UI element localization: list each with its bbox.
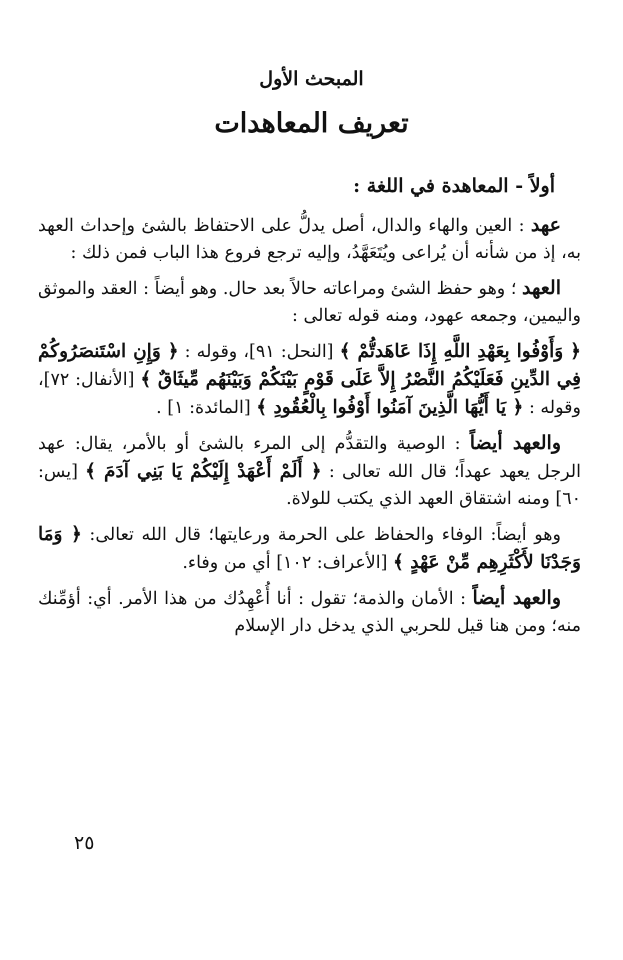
paragraph-al-ahd <box>38 275 581 330</box>
quran-verse: ﴿ وَأَوْفُوا بِعَهْدِ اللَّهِ إِذَا عَاهَدتُّمْ ﴾ <box>339 341 582 362</box>
paragraph-verses <box>38 338 581 422</box>
paragraph-wafa <box>38 521 581 577</box>
term-al-ahd-aydan: والعهد أيضاً <box>469 432 561 454</box>
paragraph-aman <box>38 585 581 640</box>
paragraph-text: ومنه اشتقاق العهد الذي يكتب للولاة. <box>286 489 556 509</box>
term-al-ahd-aydan: والعهد أيضاً <box>472 587 561 609</box>
term-ahd: عهد <box>530 214 561 236</box>
quran-verse: ﴿ يَا أَيُّهَا الَّذِينَ آمَنُوا أَوْفُوا بِالْعُقُودِ ﴾ <box>256 397 524 418</box>
paragraph-text: وهو أيضاً: الوفاء والحفاظ على الحرمة ورعايتها؛ قال الله تعالى: <box>81 525 561 545</box>
paragraph-text: ، وقوله : <box>38 370 581 418</box>
page-number: ٢٥ <box>74 832 95 854</box>
section-heading: أولاً - المعاهدة في اللغة : <box>353 175 555 197</box>
paragraph-ahd <box>38 212 581 267</box>
paragraph-text: أي من وفاء. <box>182 553 277 573</box>
body-text <box>38 212 581 640</box>
term-al-ahd: العهد <box>522 277 561 299</box>
verse-reference: [يس: ٦٠] <box>38 462 581 509</box>
verse-reference: [الأنفال: ٧٢] <box>43 370 141 390</box>
quran-verse: ﴿ أَلَمْ أَعْهَدْ إِلَيْكُمْ يَا بَنِي آدَمَ ﴾ <box>85 461 322 482</box>
page-title: تعريف المعاهدات <box>214 108 409 139</box>
quran-verse: ﴿ وَمَا وَجَدْنَا لأَكْثَرِهِم مِّنْ عَهْدٍ ﴾ <box>38 524 581 573</box>
verse-reference: [الأعراف: ١٠٢] <box>276 553 394 573</box>
paragraph-text: ؛ وهو حفظ الشئ ومراعاته حالاً بعد حال. وهو أيضاً : العقد والموثق واليمين، وجمعه عهود، ومنه قوله تعالى : <box>38 279 581 326</box>
verse-reference: [المائدة: ١] . <box>156 398 257 418</box>
paragraph-text: ، وقوله : <box>178 342 250 362</box>
paragraph-text: : العين والهاء والدال، أصل يدلُّ على الاحتفاظ بالشئ وإحداث العهد به، إذ من شأنه أن يُراعى ويُتَعَهَّدُ، وإليه ترجع فروع هذا الباب فمن ذلك : <box>38 216 581 263</box>
paragraph-wasiyya <box>38 430 581 513</box>
chapter-heading: المبحث الأول <box>259 68 364 90</box>
quran-verse: ﴿ وَإِنِ اسْتَنصَرُوكُمْ فِي الدِّينِ فَعَلَيْكُمُ النَّصْرُ إِلاَّ عَلَى قَوْمٍ بَيْنَكُمْ وَبَيْنَهُم مِّيثَاقٌ ﴾ <box>38 341 581 390</box>
verse-reference: [النحل: ٩١] <box>249 342 340 362</box>
paragraph-text: : الوصية والتقدُّم إلى المرء بالشئ أو بالأمر، يقال: عهد الرجل يعهد عهداً؛ قال الله تعالى : <box>38 434 581 482</box>
paragraph-text: : الأمان والذمة؛ تقول : أنا أُعْهِدُك من هذا الأمر. أي: أؤمِّنك منه؛ ومن هنا قيل للحربي الذي يدخل دار الإسلام <box>38 589 581 636</box>
